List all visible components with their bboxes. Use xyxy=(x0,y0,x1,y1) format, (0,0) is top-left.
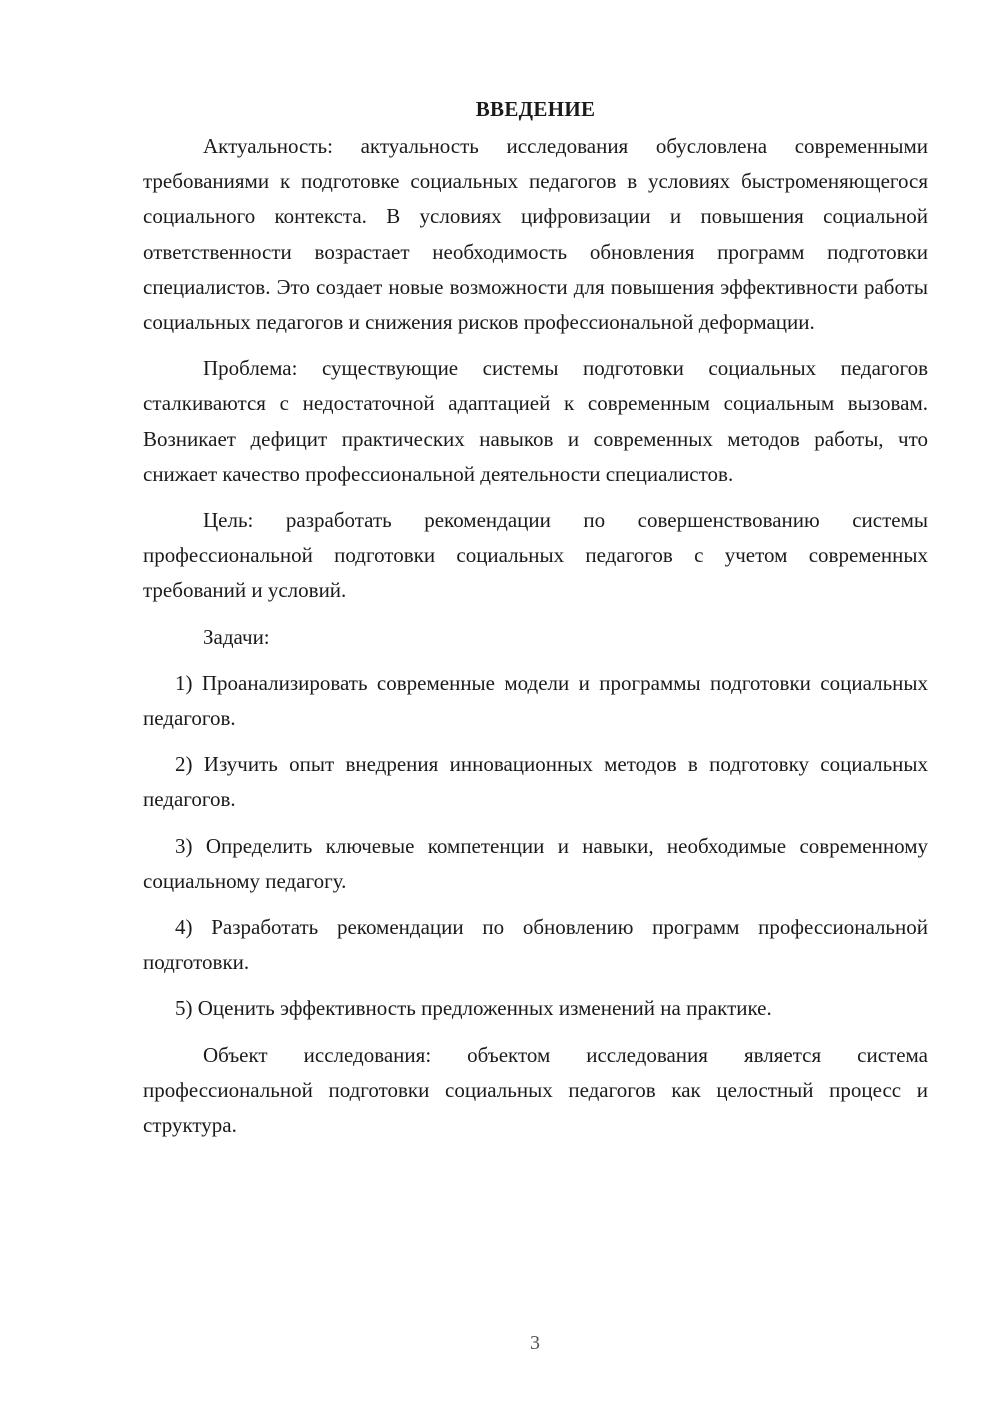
paragraph-goal: Цель: разработать рекомендации по совершенствованию системы профессиональной подготовки социальных педагогов с учетом современных требований и условий. xyxy=(143,508,928,603)
page-number: 3 xyxy=(530,1332,540,1354)
task-item-4: 4) Разработать рекомендации по обновлению программ профессиональной подготовки. xyxy=(143,915,928,975)
paragraph-tasks-heading: Задачи: xyxy=(203,624,270,649)
page-title: ВВЕДЕНИЕ xyxy=(475,97,596,121)
paragraph-object: Объект исследования: объектом исследования является система профессиональной подготовки социальных педагогов как целостный процесс и структура. xyxy=(143,1042,928,1138)
document-page xyxy=(143,92,928,1154)
task-item-3: 3) Определить ключевые компетенции и навыки, необходимые современному социальному педагогу. xyxy=(143,833,928,893)
task-item-1: 1) Проанализировать современные модели и программы подготовки социальных педагогов. xyxy=(143,670,928,731)
paragraph-relevance: Актуальность: актуальность исследования обусловлена современными требованиями к подготовке социальных педагогов в условиях быстроменяющегося социального контекста. В условиях цифровизации и повышения социальной ответственности возрастает необходимость обновления программ подготовки специалистов. Это создает новые возможности для повышения эффективности работы социальных педагогов и снижения рисков профессиональной деформации. xyxy=(143,134,928,335)
task-item-2: 2) Изучить опыт внедрения инновационных методов в подготовку социальных педагогов. xyxy=(143,752,928,812)
paragraph-problem: Проблема: существующие системы подготовки социальных педагогов сталкиваются с недостаточной адаптацией к современным социальным вызовам. Возникает дефицит практических навыков и современных методов работы, что снижает качество профессиональной деятельности специалистов. xyxy=(143,356,928,486)
task-item-5: 5) Оценить эффективность предложенных изменений на практике. xyxy=(175,996,772,1021)
